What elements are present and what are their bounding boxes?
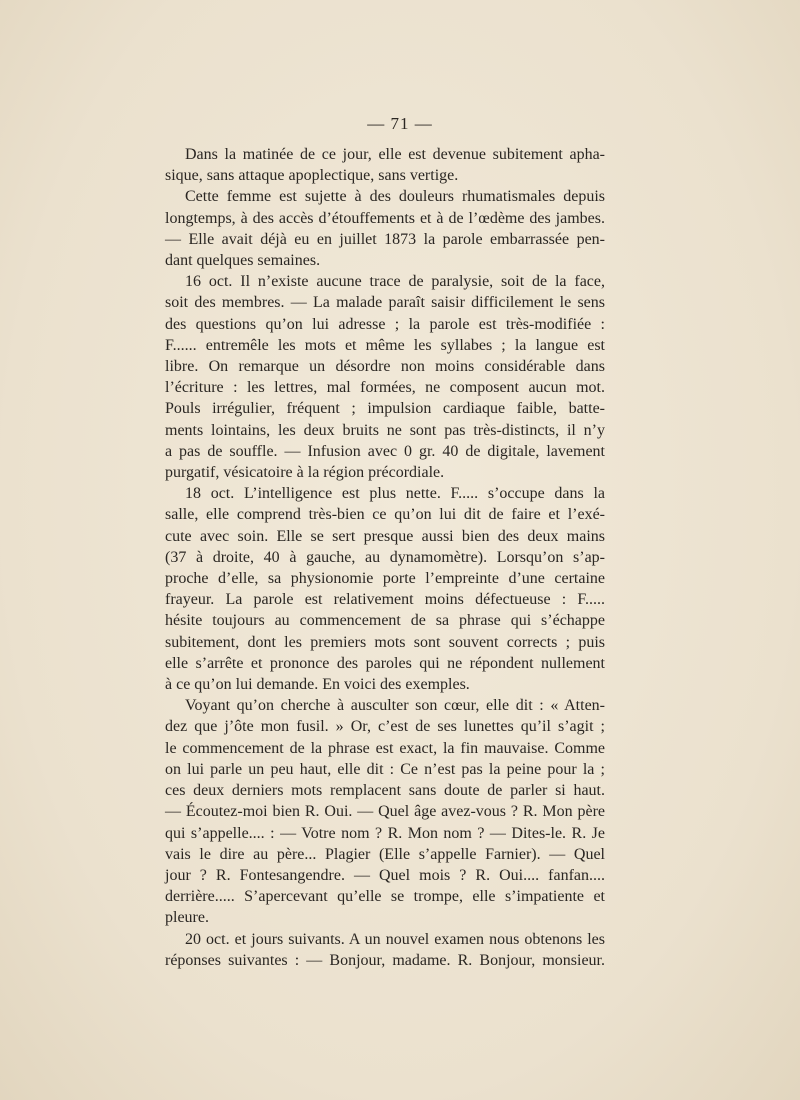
text-line: Voyant qu’on cherche à ausculter son cœur, elle dit : « Atten- bbox=[185, 697, 605, 715]
text-line: on lui parle un peu haut, elle dit : Ce n’est pas la peine pour la ; bbox=[165, 760, 605, 778]
body-text bbox=[165, 144, 605, 971]
text-line: purgatif, vésicatoire à la région précordiale. bbox=[165, 464, 445, 482]
text-line: Cette femme est sujette à des douleurs rhumatismales depuis bbox=[185, 188, 605, 206]
text-line: qui s’appelle.... : — Votre nom ? R. Mon nom ? — Dites-le. R. Je bbox=[165, 824, 605, 842]
text-line: 18 oct. L’intelligence est plus nette. F..... s’occupe dans la bbox=[185, 485, 605, 503]
text-line: subitement, dont les premiers mots sont souvent corrects ; puis bbox=[165, 633, 605, 651]
text-line: ments lointains, les deux bruits ne sont pas très-distincts, il n’y bbox=[165, 421, 605, 439]
text-line: — Elle avait déjà eu en juillet 1873 la parole embarrassée pen- bbox=[165, 230, 605, 248]
text-line: hésite toujours au commencement de sa phrase qui s’échappe bbox=[165, 612, 605, 630]
text-line: à ce qu’on lui demande. En voici des exemples. bbox=[165, 676, 470, 694]
text-line: jour ? R. Fontesangendre. — Quel mois ? R. Oui.... fanfan.... bbox=[165, 866, 605, 884]
text-line: dez que j’ôte mon fusil. » Or, c’est de ses lunettes qu’il s’agit ; bbox=[165, 718, 605, 736]
text-line: (37 à droite, 40 à gauche, au dynamomètre). Lorsqu’on s’ap- bbox=[165, 548, 605, 566]
text-line: 20 oct. et jours suivants. A un nouvel examen nous obtenons les bbox=[185, 930, 605, 948]
text-line: elle s’arrête et prononce des paroles qui ne répondent nullement bbox=[165, 654, 605, 672]
text-line: libre. On remarque un désordre non moins considérable dans bbox=[165, 358, 605, 376]
text-line: dant quelques semaines. bbox=[165, 252, 321, 270]
text-line: — Écoutez-moi bien R. Oui. — Quel âge avez-vous ? R. Mon père bbox=[165, 803, 605, 821]
text-line: le commencement de la phrase est exact, la fin mauvaise. Comme bbox=[165, 739, 605, 757]
text-line: longtemps, à des accès d’étouffements et à de l’œdème des jambes. bbox=[165, 209, 605, 227]
text-line: frayeur. La parole est relativement moins défectueuse : F..... bbox=[165, 591, 605, 609]
text-line: ces deux derniers mots remplacent sans doute de parler si haut. bbox=[165, 782, 605, 800]
text-line: réponses suivantes : — Bonjour, madame. R. Bonjour, monsieur. bbox=[165, 951, 605, 969]
text-line: salle, elle comprend très-bien ce qu’on lui dit de faire et l’exé- bbox=[165, 506, 605, 524]
text-line: vais le dire au père... Plagier (Elle s’appelle Farnier). — Quel bbox=[165, 845, 605, 863]
text-line: proche d’elle, sa physionomie porte l’empreinte d’une certaine bbox=[165, 570, 605, 588]
text-line: pleure. bbox=[165, 909, 209, 927]
text-line: sique, sans attaque apoplectique, sans vertige. bbox=[165, 167, 459, 185]
text-line: des questions qu’on lui adresse ; la parole est très-modifiée : bbox=[165, 315, 605, 333]
text-line: l’écriture : les lettres, mal formées, ne composent aucun mot. bbox=[165, 379, 605, 397]
page-number: — 71 — bbox=[367, 114, 433, 133]
text-line: derrière..... S’apercevant qu’elle se trompe, elle s’impatiente et bbox=[165, 888, 605, 906]
text-line: 16 oct. Il n’existe aucune trace de paralysie, soit de la face, bbox=[185, 273, 605, 291]
text-line: a pas de souffle. — Infusion avec 0 gr. 40 de digitale, lavement bbox=[165, 442, 605, 460]
text-line: Pouls irrégulier, fréquent ; impulsion cardiaque faible, batte- bbox=[165, 400, 605, 418]
text-line: F...... entremêle les mots et même les syllabes ; la langue est bbox=[165, 336, 605, 354]
text-line: Dans la matinée de ce jour, elle est devenue subitement apha- bbox=[185, 146, 605, 163]
text-line: cute avec soin. Elle se sert presque aussi bien des deux mains bbox=[165, 527, 605, 545]
text-line: soit des membres. — La malade paraît saisir difficilement le sens bbox=[165, 294, 605, 312]
